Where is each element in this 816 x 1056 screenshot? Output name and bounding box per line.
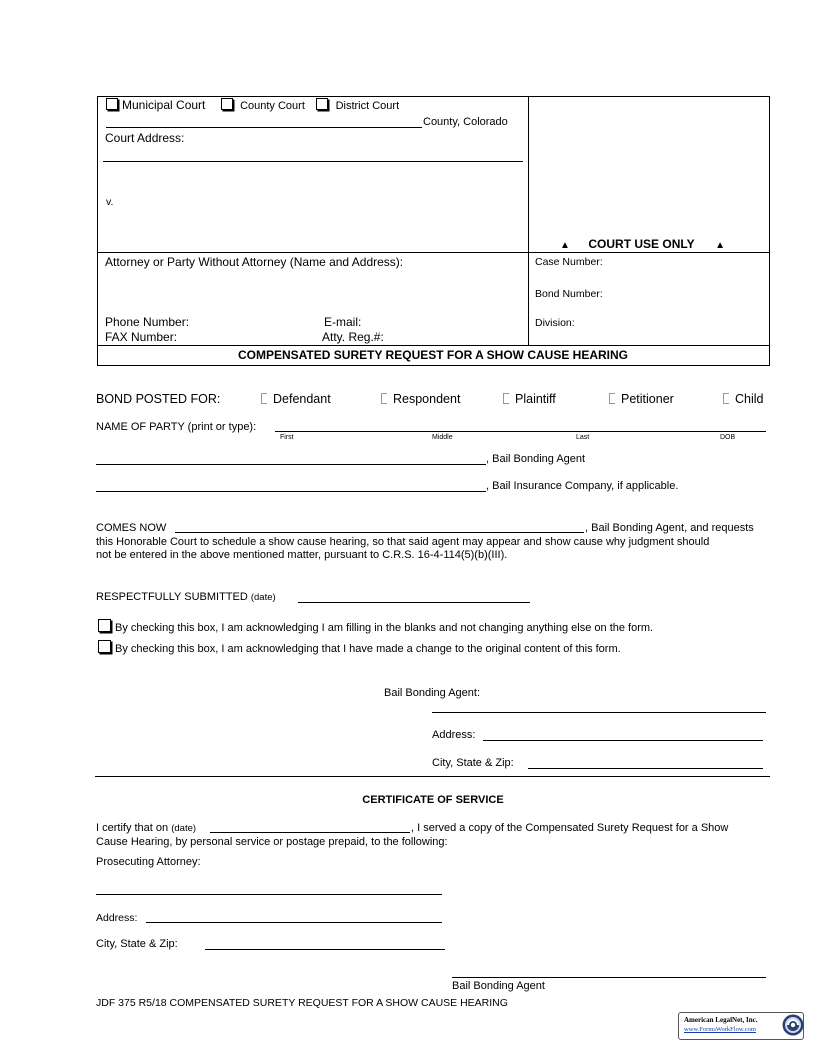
- ack-filling-row[interactable]: By checking this box, I am acknowledging I am filling in the blanks and not changing anything else on the form.: [98, 619, 653, 634]
- ack-changed-row[interactable]: By checking this box, I am acknowledging that I have made a change to the original content of this form.: [98, 640, 621, 655]
- certificate-address-field[interactable]: [146, 922, 442, 923]
- district-court-checkbox[interactable]: [316, 98, 328, 110]
- bond-posted-label: BOND POSTED FOR:: [96, 392, 221, 406]
- court-type-row: [106, 98, 399, 112]
- municipal-court-option[interactable]: Municipal Court: [106, 98, 205, 112]
- defendant-checkbox[interactable]: [261, 393, 267, 404]
- municipal-court-checkbox[interactable]: [106, 98, 118, 110]
- name-of-party-field[interactable]: [275, 431, 766, 432]
- court-address-label: Court Address:: [105, 131, 185, 145]
- signature-address-label: Address:: [432, 729, 476, 741]
- bond-number-label: Bond Number:: [535, 288, 603, 300]
- bond-option-defendant[interactable]: Defendant: [261, 392, 331, 406]
- arrow-up-icon: ▲: [715, 240, 725, 251]
- child-checkbox[interactable]: [723, 393, 729, 404]
- title-divider: [97, 345, 769, 346]
- bond-option-respondent[interactable]: Respondent: [381, 392, 460, 406]
- division-label: Division:: [535, 317, 575, 329]
- ack-changed-checkbox[interactable]: [98, 640, 111, 653]
- name-sub-label-first: First: [280, 434, 294, 441]
- court-use-only-area: [560, 235, 725, 253]
- footer-form-id: JDF 375 R5/18 COMPENSATED SURETY REQUEST FOR A SHOW CAUSE HEARING: [96, 997, 508, 1009]
- certificate-city-label: City, State & Zip:: [96, 938, 178, 950]
- certify-suffix: , I served a copy of the Compensated Surety Request for a Show: [411, 822, 729, 834]
- court-address-field[interactable]: [103, 161, 523, 162]
- versus-label: v.: [106, 196, 114, 208]
- plaintiff-checkbox[interactable]: [503, 393, 509, 404]
- comes-now-line2: this Honorable Court to schedule a show cause hearing, so that said agent may appear and show cause why judgment should: [96, 536, 710, 548]
- comes-now-prefix: COMES NOW: [96, 522, 167, 534]
- certificate-agent-label: Bail Bonding Agent: [452, 980, 545, 992]
- district-court-option[interactable]: District Court: [316, 98, 399, 112]
- publisher-logo[interactable]: [678, 1012, 804, 1040]
- logo-website-link[interactable]: www.FormsWorkFlow.com: [684, 1026, 756, 1033]
- bond-option-child[interactable]: Child: [723, 392, 764, 406]
- bail-insurance-field[interactable]: [96, 491, 486, 492]
- signature-city-field[interactable]: [528, 768, 763, 769]
- email-label: E-mail:: [324, 315, 362, 329]
- respondent-checkbox[interactable]: [381, 393, 387, 404]
- name-sub-label-dob: DOB: [720, 434, 736, 441]
- ack-filling-checkbox[interactable]: [98, 619, 111, 632]
- bail-agent-label: , Bail Bonding Agent: [486, 453, 586, 465]
- bond-option-plaintiff[interactable]: Plaintiff: [503, 392, 556, 406]
- bond-option-petitioner[interactable]: Petitioner: [609, 392, 674, 406]
- comes-now-line3: not be entered in the above mentioned matter, pursuant to C.R.S. 16-4-114(5)(b)(III).: [96, 549, 508, 561]
- county-suffix: County, Colorado: [423, 116, 508, 128]
- name-of-party-label: NAME OF PARTY (print or type):: [96, 421, 257, 433]
- petitioner-checkbox[interactable]: [609, 393, 615, 404]
- certificate-agent-signature-field[interactable]: [452, 977, 766, 978]
- caption-box: [97, 96, 770, 366]
- certificate-title: CERTIFICATE OF SERVICE: [362, 794, 504, 806]
- comes-now-suffix: , Bail Bonding Agent, and requests: [585, 522, 754, 534]
- bail-insurance-label: , Bail Insurance Company, if applicable.: [486, 480, 679, 492]
- arrow-up-icon: ▲: [560, 240, 570, 251]
- logo-swirl-icon: [781, 1013, 805, 1037]
- bail-agent-signature-field[interactable]: [432, 712, 766, 713]
- form-title: COMPENSATED SURETY REQUEST FOR A SHOW CAUSE HEARING: [237, 348, 629, 362]
- logo-company-name: American LegalNet, Inc.: [684, 1016, 758, 1024]
- case-number-label: Case Number:: [535, 256, 603, 268]
- certify-line2: Cause Hearing, by personal service or postage prepaid, to the following:: [96, 836, 448, 848]
- county-court-checkbox[interactable]: [221, 98, 233, 110]
- signature-address-field[interactable]: [483, 740, 763, 741]
- caption-vertical-divider: [528, 97, 529, 346]
- atty-reg-label: Atty. Reg.#:: [322, 330, 384, 344]
- certificate-address-label: Address:: [96, 912, 138, 924]
- fax-label: FAX Number:: [105, 330, 178, 344]
- county-name-field[interactable]: [106, 127, 422, 128]
- certify-date-field[interactable]: [210, 832, 410, 833]
- submitted-date-field[interactable]: [298, 602, 530, 603]
- prosecuting-attorney-label: Prosecuting Attorney:: [96, 856, 201, 868]
- name-sub-label-middle: Middle: [432, 434, 453, 441]
- bail-agent-field[interactable]: [96, 464, 486, 465]
- name-sub-label-last: Last: [576, 434, 590, 441]
- respectfully-submitted-label: RESPECTFULLY SUBMITTED (date): [96, 591, 276, 603]
- certificate-city-field[interactable]: [205, 949, 445, 950]
- signature-city-label: City, State & Zip:: [432, 757, 514, 769]
- comes-now-agent-field[interactable]: [175, 532, 584, 533]
- bail-agent-signature-label: Bail Bonding Agent:: [384, 687, 481, 699]
- phone-label: Phone Number:: [105, 315, 190, 329]
- prosecuting-attorney-field[interactable]: [96, 894, 442, 895]
- section-divider: [95, 776, 770, 777]
- court-use-only-label: COURT USE ONLY: [588, 237, 695, 251]
- attorney-label: Attorney or Party Without Attorney (Name and Address):: [105, 255, 404, 269]
- certify-prefix: I certify that on (date): [96, 822, 197, 834]
- county-court-option[interactable]: County Court: [221, 98, 305, 112]
